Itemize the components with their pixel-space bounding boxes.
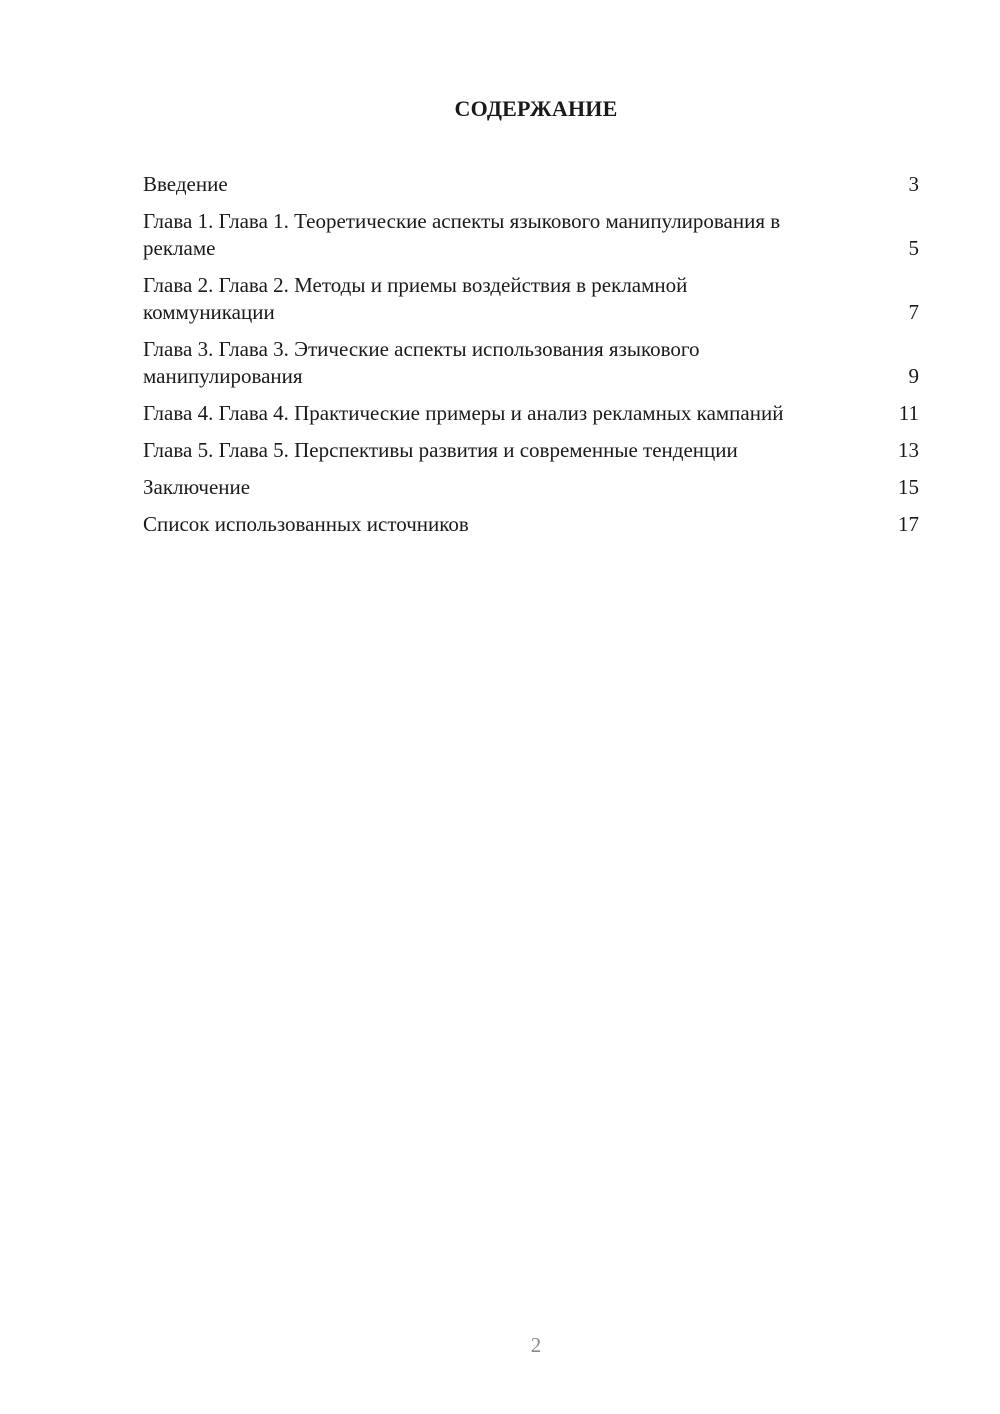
page-number: 2 (530, 1333, 542, 1357)
toc-entry-page: 17 (898, 512, 919, 536)
toc-entry-chapter-5 (143, 437, 919, 464)
toc-entry-text: Глава 2. Глава 2. Методы и приемы воздействия в рекламной коммуникации (143, 273, 688, 324)
toc-entry-text: Введение (143, 172, 228, 196)
toc-entry-text: Список использованных источников (143, 512, 469, 536)
toc-entry-text: Глава 4. Глава 4. Практические примеры и анализ рекламных кампаний (143, 401, 784, 425)
table-of-contents (143, 171, 919, 548)
toc-entry-chapter-3 (143, 336, 919, 390)
toc-entry-page: 9 (908, 364, 919, 388)
toc-entry-text: Заключение (143, 475, 251, 499)
toc-entry-page: 3 (908, 172, 919, 196)
toc-entry-text: Глава 3. Глава 3. Этические аспекты использования языкового манипулирования (143, 337, 700, 388)
toc-entry-conclusion (143, 474, 919, 501)
toc-entry-chapter-1 (143, 208, 919, 262)
toc-entry-chapter-4 (143, 400, 919, 427)
toc-entry-text: Глава 1. Глава 1. Теоретические аспекты языкового манипулирования в рекламе (143, 209, 781, 260)
toc-entry-page: 15 (898, 475, 919, 499)
toc-entry-introduction (143, 171, 919, 198)
toc-entry-chapter-2 (143, 272, 919, 326)
toc-entry-text: Глава 5. Глава 5. Перспективы развития и современные тенденции (143, 438, 738, 462)
toc-entry-page: 5 (908, 236, 919, 260)
toc-entry-page: 7 (908, 300, 919, 324)
toc-entry-page: 11 (898, 401, 919, 425)
toc-entry-page: 13 (898, 438, 919, 462)
toc-entry-references (143, 511, 919, 538)
toc-title: СОДЕРЖАНИЕ (454, 96, 618, 121)
